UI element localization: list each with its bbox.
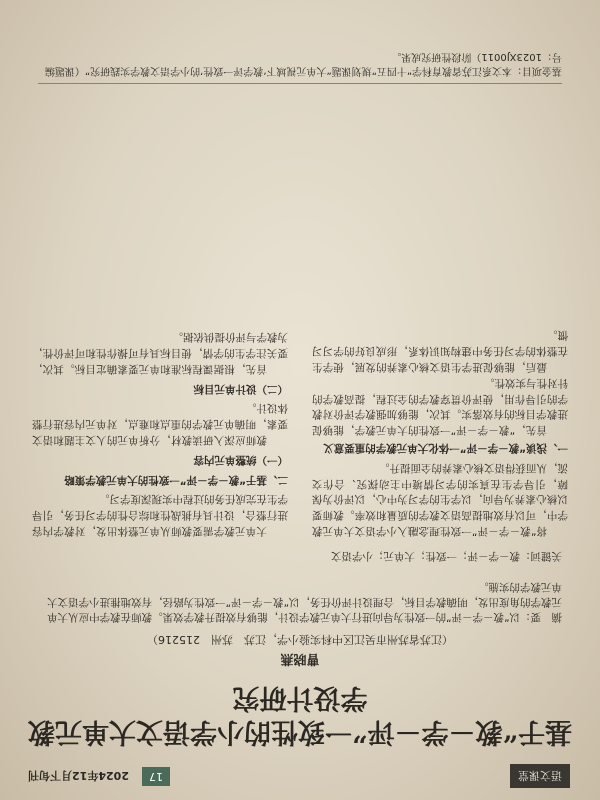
body-column-right (32, 98, 288, 538)
section-heading: 二、基于“教－学－评”一致性的大单元教学策略 (64, 473, 288, 486)
body-paragraph: 大单元教学需要教师从单元整体出发，对教学内容进行整合，设计具有挑战性和综合性的学习任务，引导学生在完成任务的过程中实现深度学习。 (32, 493, 288, 537)
body-paragraph: 首先，根据课程标准和单元要素确定目标。其次，要关注学生的学情，使目标具有可操作性和可评价性，为教学与评价提供依据。 (32, 331, 288, 375)
column-tag: 语文课堂 (510, 764, 570, 788)
author-affiliation: （江苏省苏州市吴江区中科实验小学，江苏 苏州 215216） (147, 633, 453, 646)
issue-label: 2024年12月下旬刊 (28, 769, 129, 782)
subsection-heading: （一）统整单元内容 (193, 453, 288, 466)
subsection-heading: （二）设计单元目标 (193, 382, 288, 395)
body-paragraph: 首先，“教－学－评”一致性的大单元教学，能够促进教学目标的有效落实。其次，能够加强教学评价对教学的引导作用，使评价贯穿教学的全过程，提高教学的针对性与实效性。 (312, 376, 568, 437)
article-title: 基于“教－学－评”一致性的小学语文大单元教学设计研究 (27, 682, 573, 747)
journal-page (22, 4, 578, 796)
page-header (22, 762, 578, 788)
abstract: 摘 要：以“教－学－评”的一致性为导向进行大单元教学设计，能够有效提升教学效果。教师在教学中应从大单元教学的角度出发，明确教学目标，合理设计评价任务，以“教－学－评”一致性为路径，有效地推进小学语文大单元教学的实施。 (47, 581, 562, 623)
body-paragraph: 教师应深入研读教材，分析单元的人文主题和语文要素，明确单元教学的重点和难点，对单元内容进行整体设计。 (32, 402, 288, 447)
body-columns (32, 98, 568, 538)
body-paragraph: 最后，能够促进学生语文核心素养的发展，使学生在整体的学习任务中建构知识体系，形成良好的学习习惯。 (312, 329, 568, 374)
keywords: 关键词：教－学－评；一致性；大单元；小学语文 (331, 550, 562, 562)
section-heading: 一、浅谈“教－学－评”一体化大单元教学的重要意义 (323, 442, 568, 455)
author-name: 曹晓燕 (280, 651, 320, 666)
funding-note: 基金项目：本文系江苏省教育科学“十四五”规划课题“大单元视域下‘教学评一致性’的小学语文教学实践研究”（课题编号：1023XJ0011）阶段性研究成果。 (38, 49, 562, 84)
body-paragraph: 将“教－学－评”一致性理念融入小学语文大单元教学中，可以有效地提高语文教学的质量和效率。教师要以核心素养为导向，以学生的学习为中心，以评价为保障，引导学生在真实的学习情境中主动探究、合作交流，从而获得语文核心素养的全面提升。 (312, 461, 568, 537)
page-number: 17 (142, 767, 170, 786)
body-column-left (312, 98, 568, 538)
